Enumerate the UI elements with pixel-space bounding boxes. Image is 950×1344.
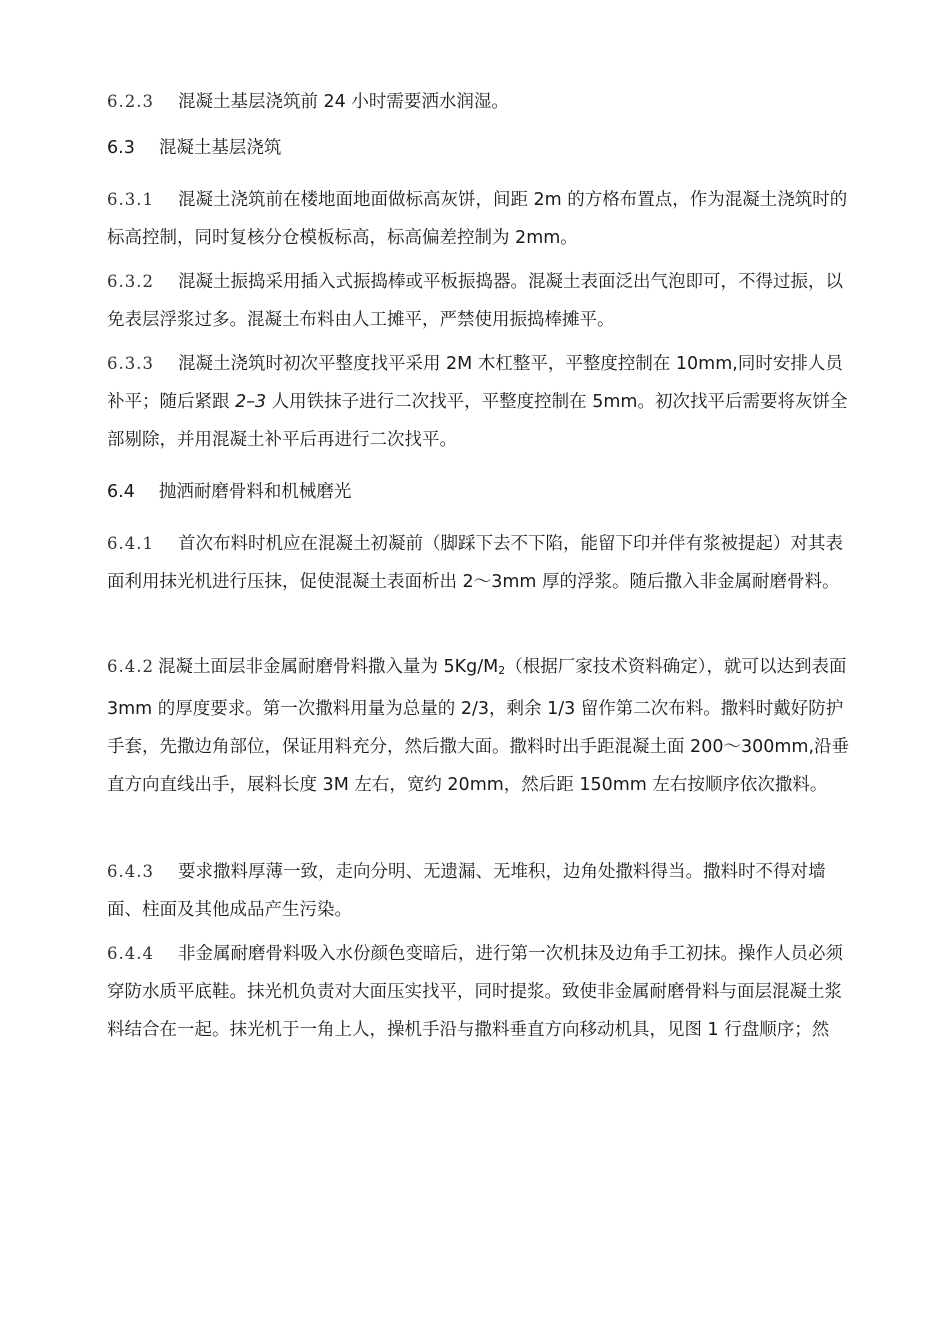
paragraph-6-4-3 bbox=[107, 853, 859, 929]
clause-number: 6.4.3 bbox=[107, 862, 154, 881]
clause-number: 6.4.2 bbox=[107, 657, 154, 676]
paragraph-6-3-2 bbox=[107, 263, 859, 339]
paragraph-text: 混凝土面层非金属耐磨骨料撒入量为 5Kg/M bbox=[157, 657, 499, 677]
paragraph-6-4-4 bbox=[107, 935, 859, 1049]
paragraph-text: 混凝土振捣采用插入式振捣棒或平板振捣器。混凝土表面泛出气泡即可，不得过振，以免表层浮浆过多。混凝土布料由人工摊平，严禁使用振捣棒摊平。 bbox=[107, 272, 843, 330]
paragraph-6-4-1 bbox=[107, 525, 859, 601]
paragraph-6-3-1 bbox=[107, 181, 859, 257]
clause-number: 6.2.3 bbox=[107, 92, 154, 111]
clause-number: 6.4.1 bbox=[107, 534, 154, 553]
subscript: 2 bbox=[498, 664, 506, 677]
paragraph-text: 要求撒料厚薄一致，走向分明、无遗漏、无堆积，边角处撒料得当。撒料时不得对墙面、柱面及其他成品产生污染。 bbox=[107, 862, 826, 920]
italic-range: 2–3 bbox=[235, 392, 267, 412]
section-number: 6.4 bbox=[107, 482, 135, 502]
section-heading-6-4 bbox=[107, 473, 351, 511]
clause-number: 6.3.2 bbox=[107, 272, 154, 291]
paragraph-text: 非金属耐磨骨料吸入水份颜色变暗后，进行第一次机抹及边角手工初抹。操作人员必须穿防水质平底鞋。抹光机负责对大面压实找平，同时提浆。致使非金属耐磨骨料与面层混凝土浆料结合在一起。抹光机于一角上人，操机手沿与撒料垂直方向移动机具，见图 1 行盘顺序；然 bbox=[107, 944, 843, 1040]
clause-number: 6.3.3 bbox=[107, 354, 154, 373]
paragraph-text: 混凝土浇筑前在楼地面地面做标高灰饼，间距 2m 的方格布置点，作为混凝土浇筑时的标高控制，同时复核分仓模板标高，标高偏差控制为 2mm。 bbox=[107, 190, 848, 248]
section-heading-6-3 bbox=[107, 129, 281, 167]
paragraph-text: 混凝土基层浇筑前 24 小时需要洒水润湿。 bbox=[177, 92, 509, 112]
clause-number: 6.3.1 bbox=[107, 190, 154, 209]
paragraph-6-4-2 bbox=[107, 648, 859, 804]
paragraph-text-cont: 人用铁抹子进行二次找平，平整度控制在 5mm。初次找平后需要将灰饼全部剔除，并用混凝土补平后再进行二次找平。 bbox=[107, 392, 848, 450]
paragraph-6-3-3 bbox=[107, 345, 859, 459]
paragraph-6-2-3 bbox=[107, 83, 859, 121]
section-title: 混凝土基层浇筑 bbox=[158, 138, 282, 158]
clause-number: 6.4.4 bbox=[107, 944, 154, 963]
paragraph-text: 首次布料时机应在混凝土初凝前（脚踩下去不下陷，能留下印并伴有浆被提起）对其表面利用抹光机进行压抹，促使混凝土表面析出 2～3mm 厚的浮浆。随后撒入非金属耐磨骨料。 bbox=[107, 534, 843, 592]
paragraph-text-cont: （根据厂家技术资料确定），就可以达到表面 3mm 的厚度要求。第一次撒料用量为总量的 2/3，剩余 1/3 留作第二次布料。撒料时戴好防护手套，先撒边角部位，保证用料充分，然后撒大面。撒料时出手距混凝土面 200～300mm,沿垂直方向直线出手，展料长度 3M 左右，宽约 20mm，然后距 150mm 左右按顺序依次撒料。 bbox=[107, 657, 850, 795]
paragraph-text: 混凝土浇筑时初次平整度找平采用 2M 木杠整平，平整度控制在 10mm,同时安排人员补平；随后紧跟 bbox=[107, 354, 843, 412]
section-number: 6.3 bbox=[107, 138, 135, 158]
section-title: 抛洒耐磨骨料和机械磨光 bbox=[158, 482, 352, 502]
